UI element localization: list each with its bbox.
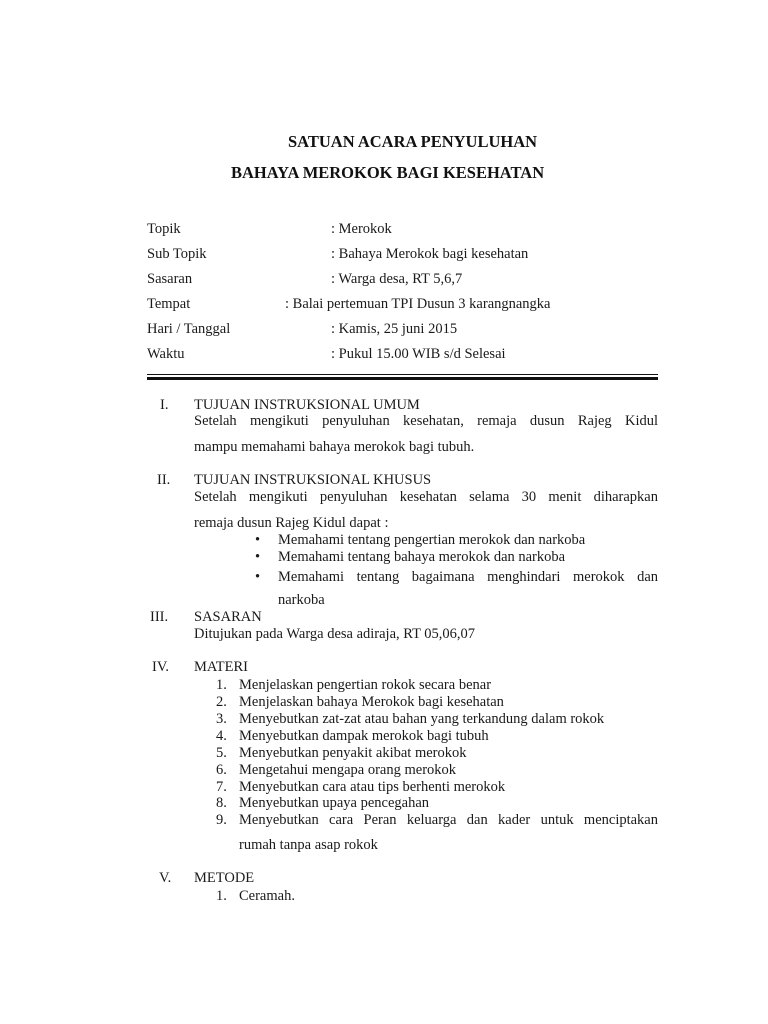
info-value: : Warga desa, RT 5,6,7 <box>331 271 463 287</box>
section-heading: TUJUAN INSTRUKSIONAL UMUM <box>194 397 420 413</box>
bullet-item: Memahami tentang pengertian merokok dan narkoba <box>278 532 586 548</box>
section-heading: TUJUAN INSTRUKSIONAL KHUSUS <box>194 472 432 488</box>
info-label: Hari / Tanggal <box>147 321 231 337</box>
divider-thin <box>147 374 658 375</box>
info-value: : Bahaya Merokok bagi kesehatan <box>331 246 529 262</box>
section-number: IV. <box>152 659 170 675</box>
document-subtitle: BAHAYA MEROKOK BAGI KESEHATAN <box>231 163 545 182</box>
list-number: 6. <box>216 762 227 778</box>
info-label: Sasaran <box>147 271 193 287</box>
list-item: Menyebutkan penyakit akibat merokok <box>239 745 467 761</box>
list-item: Menyebutkan upaya pencegahan <box>239 795 430 811</box>
bullet-icon: • <box>255 569 261 585</box>
list-number: 8. <box>216 795 227 811</box>
document-title: SATUAN ACARA PENYULUHAN <box>288 132 538 151</box>
paragraph-line: Setelah mengikuti penyuluhan kesehatan selama 30 menit diharapkan <box>194 489 658 505</box>
paragraph-line: Setelah mengikuti penyuluhan kesehatan, remaja dusun Rajeg Kidul <box>194 413 658 429</box>
paragraph-line: Ditujukan pada Warga desa adiraja, RT 05,06,07 <box>194 626 476 642</box>
list-item-continuation: rumah tanpa asap rokok <box>239 837 378 853</box>
info-value: : Kamis, 25 juni 2015 <box>331 321 458 337</box>
bullet-item: Memahami tentang bahaya merokok dan narkoba <box>278 549 566 565</box>
section-number: I. <box>160 397 169 413</box>
info-label: Tempat <box>147 296 191 312</box>
list-number: 1. <box>216 888 227 904</box>
list-item: Menjelaskan pengertian rokok secara benar <box>239 677 492 693</box>
list-item: Menyebutkan zat-zat atau bahan yang terkandung dalam rokok <box>239 711 605 727</box>
list-item: Menyebutkan cara Peran keluarga dan kader untuk menciptakan <box>239 812 658 828</box>
list-number: 9. <box>216 812 227 828</box>
info-value: : Merokok <box>331 221 392 237</box>
section-heading: SASARAN <box>194 609 262 625</box>
list-number: 4. <box>216 728 227 744</box>
info-label: Waktu <box>147 346 185 362</box>
list-item: Menyebutkan cara atau tips berhenti merokok <box>239 779 506 795</box>
info-label: Sub Topik <box>147 246 207 262</box>
list-item: Menjelaskan bahaya Merokok bagi kesehatan <box>239 694 504 710</box>
list-number: 3. <box>216 711 227 727</box>
bullet-item-continuation: narkoba <box>278 592 325 608</box>
paragraph-line: remaja dusun Rajeg Kidul dapat : <box>194 515 389 531</box>
list-item: Menyebutkan dampak merokok bagi tubuh <box>239 728 489 744</box>
section-number: II. <box>157 472 171 488</box>
divider-thick <box>147 377 658 380</box>
info-label: Topik <box>147 221 181 237</box>
bullet-item: Memahami tentang bagaimana menghindari merokok dan <box>278 569 658 585</box>
info-value: : Pukul 15.00 WIB s/d Selesai <box>331 346 506 362</box>
info-value: : Balai pertemuan TPI Dusun 3 karangnangka <box>285 296 551 312</box>
list-number: 1. <box>216 677 227 693</box>
section-number: III. <box>150 609 169 625</box>
list-item: Ceramah. <box>239 888 295 904</box>
bullet-icon: • <box>255 549 261 565</box>
list-number: 5. <box>216 745 227 761</box>
list-number: 2. <box>216 694 227 710</box>
bullet-icon: • <box>255 532 261 548</box>
section-heading: MATERI <box>194 659 248 675</box>
section-number: V. <box>159 870 172 886</box>
paragraph-line: mampu memahami bahaya merokok bagi tubuh. <box>194 439 475 455</box>
section-heading: METODE <box>194 870 255 886</box>
list-item: Mengetahui mengapa orang merokok <box>239 762 457 778</box>
list-number: 7. <box>216 779 227 795</box>
